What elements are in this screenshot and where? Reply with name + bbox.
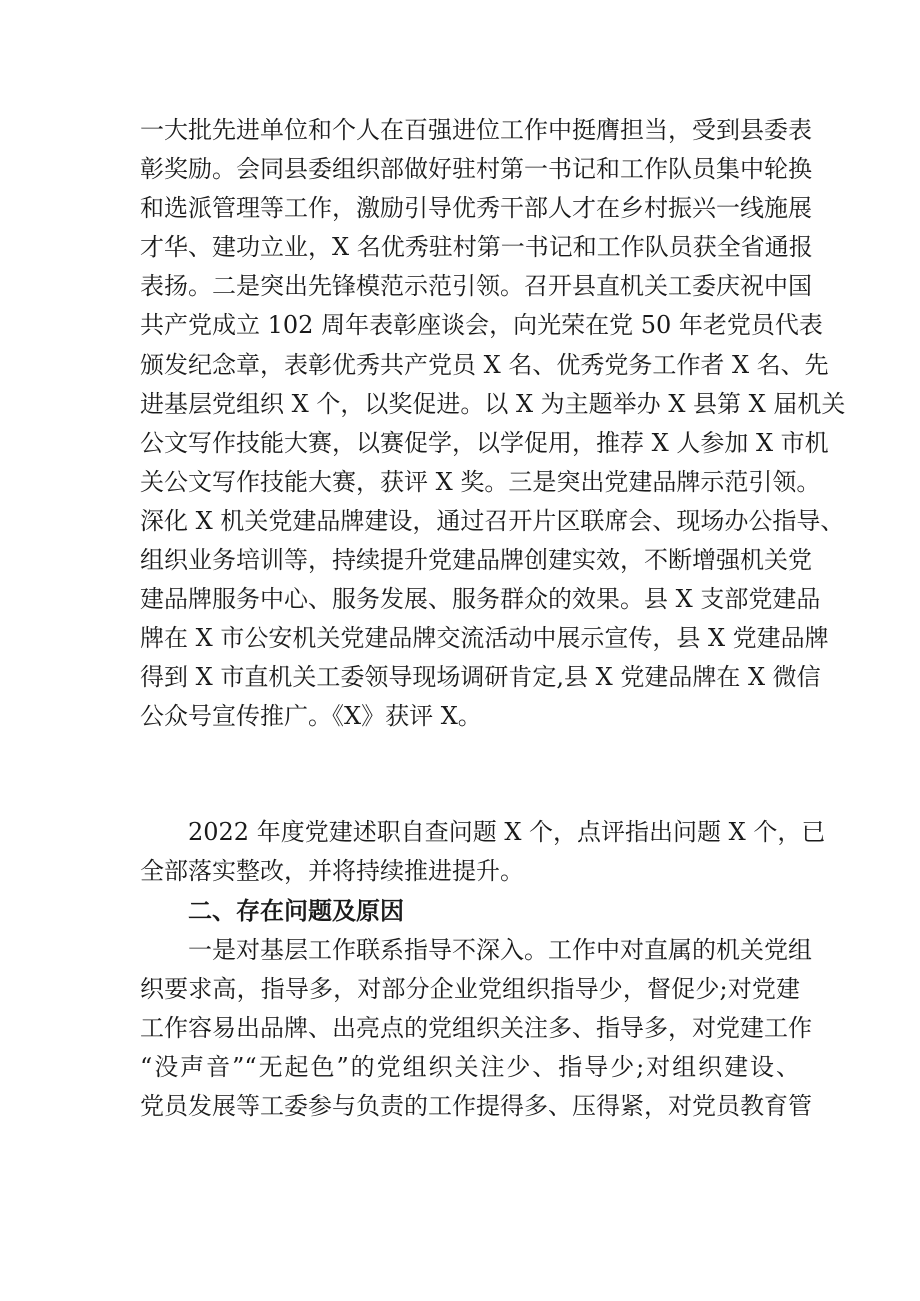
text-line: 共产党成立 102 周年表彰座谈会，向光荣在党 50 年老党员代表 [140, 311, 823, 340]
text-line: 才华、建功立业，X 名优秀驻村第一书记和工作队员获全省通报 [140, 233, 813, 262]
text-line: 公文写作技能大赛，以赛促学，以学促用，推荐 X 人参加 X 市机 [140, 428, 829, 457]
text-line: 党员发展等工委参与负责的工作提得多、压得紧，对党员教育管 [140, 1092, 812, 1121]
paragraph-self-inspection [140, 813, 826, 891]
text-line: 深化 X 机关党建品牌建设，通过召开片区联席会、现场办公指导、 [140, 506, 845, 535]
text-line: “没声音”“无起色”的党组织关注少、指导少;对组织建设、 [140, 1053, 800, 1082]
paragraph-achievements [140, 111, 846, 737]
text-line: 关公文写作技能大赛，获评 X 奖。三是突出党建品牌示范引领。 [140, 467, 821, 496]
text-line: 彰奖励。会同县委组织部做好驻村第一书记和工作队员集中轮换 [140, 155, 812, 184]
text-line: 组织业务培训等，持续提升党建品牌创建实效，不断增强机关党 [140, 546, 812, 575]
section-heading-text: 二、存在问题及原因 [188, 897, 404, 925]
text-line: 颁发纪念章，表彰优秀共产党员 X 名、优秀党务工作者 X 名、先 [140, 350, 829, 379]
text-line: 工作容易出品牌、出亮点的党组织关注多、指导多，对党建工作 [140, 1014, 812, 1043]
text-line: 全部落实整改，并将持续推进提升。 [140, 857, 524, 886]
text-line: 织要求高，指导多，对部分企业党组织指导少，督促少;对党建 [140, 975, 800, 1004]
text-line: 得到 X 市直机关工委领导现场调研肯定,县 X 党建品牌在 X 微信 [140, 663, 821, 692]
text-line: 2022 年度党建述职自查问题 X 个，点评指出问题 X 个，已 [188, 818, 826, 846]
text-line: 表扬。二是突出先锋模范示范引领。召开县直机关工委庆祝中国 [140, 272, 812, 301]
text-line: 和选派管理等工作，激励引导优秀干部人才在乡村振兴一线施展 [140, 194, 812, 223]
paragraph-problems [140, 931, 812, 1126]
text-line: 建品牌服务中心、服务发展、服务群众的效果。县 X 支部党建品 [140, 585, 821, 614]
text-line: 一大批先进单位和个人在百强进位工作中挺膺担当，受到县委表 [140, 116, 812, 144]
text-line: 进基层党组织 X 个，以奖促进。以 X 为主题举办 X 县第 X 届机关 [140, 389, 846, 418]
text-line: 公众号宣传推广。《X》获评 X。 [140, 702, 482, 731]
text-line: 一是对基层工作联系指导不深入。工作中对直属的机关党组 [188, 936, 812, 964]
text-line: 牌在 X 市公安机关党建品牌交流活动中展示宣传，县 X 党建品牌 [140, 624, 829, 653]
section-heading [140, 892, 800, 931]
